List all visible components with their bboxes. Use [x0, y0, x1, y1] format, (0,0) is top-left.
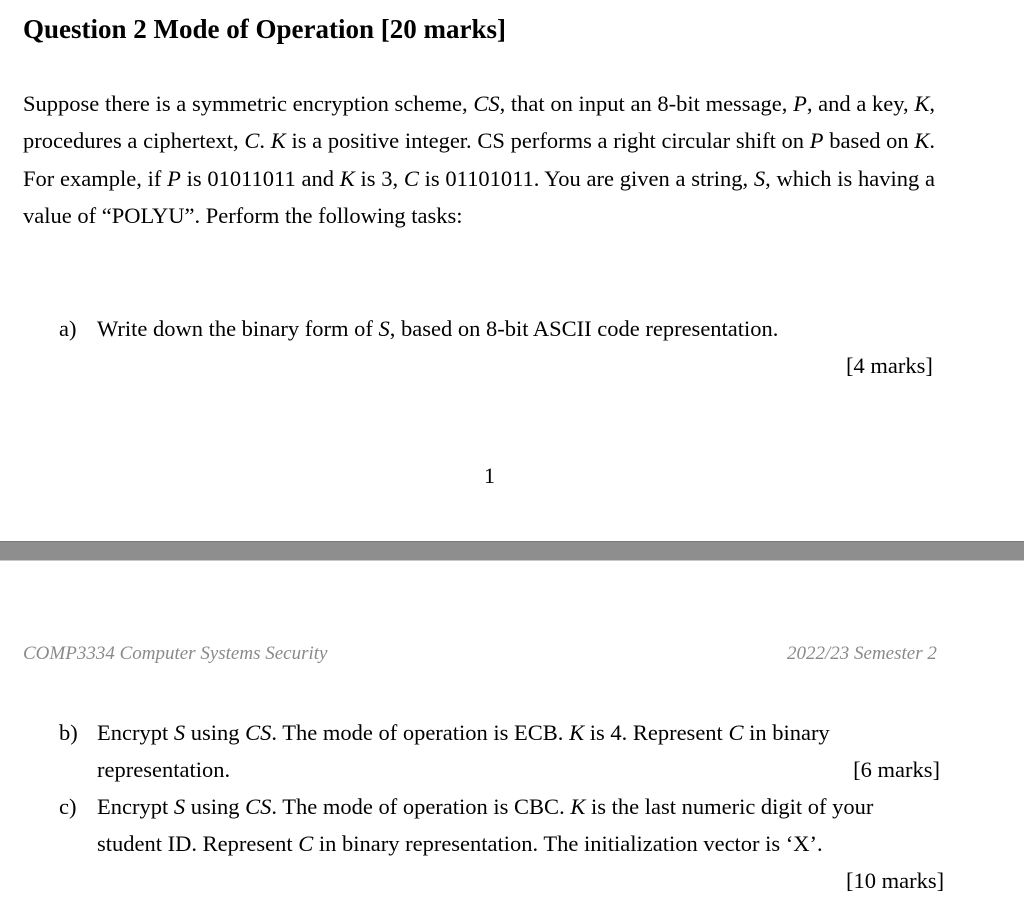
- task-c-line-2: [97, 825, 961, 862]
- task-b-text-part: . The mode of operation is ECB.: [271, 720, 570, 745]
- task-a-letter: a): [59, 316, 77, 341]
- task-b-text-part: Encrypt: [97, 720, 174, 745]
- intro-var-c: C: [244, 128, 260, 154]
- task-b-text-part: in binary: [743, 720, 830, 745]
- page-number: 1: [484, 463, 495, 488]
- intro-text: , and a key,: [806, 91, 915, 116]
- intro-text: , which is having a value of “POLYU”. Perform the following tasks:: [23, 165, 936, 228]
- intro-text: is 3,: [354, 165, 404, 191]
- task-b-marks: [6 marks]: [853, 757, 940, 783]
- intro-var-p: P: [809, 128, 824, 154]
- task-a-text-part: , based on 8-bit ASCII code representation.: [389, 316, 779, 341]
- intro-var-k: K: [270, 128, 286, 154]
- intro-var-p: P: [167, 165, 181, 191]
- intro-text: .: [259, 128, 271, 154]
- task-c-var-c: C: [298, 831, 314, 857]
- task-b-text: [97, 714, 961, 789]
- intro-var-s: S: [753, 165, 766, 191]
- task-c-marks: [10 marks]: [846, 868, 945, 893]
- intro-var-k: K: [914, 91, 930, 116]
- footer-semester: 2022/23 Semester 2: [787, 643, 937, 664]
- task-a-marks: [4 marks]: [846, 353, 933, 378]
- task-b: [59, 714, 964, 794]
- intro-text: is 01101011. You are given a string,: [418, 165, 754, 191]
- task-a-text-part: Write down the binary form of: [97, 316, 379, 341]
- intro-var-cs: CS: [473, 91, 500, 116]
- intro-var-p: P: [793, 91, 807, 116]
- task-c-text: [97, 788, 961, 863]
- task-c-var-s: S: [173, 794, 186, 819]
- task-c-text-part: is the last numeric digit of your: [585, 794, 874, 819]
- task-c: [59, 788, 964, 908]
- task-b-line-1: [97, 714, 961, 751]
- task-b-text-part: is 4. Represent: [584, 720, 729, 745]
- intro-text: based on: [823, 128, 915, 154]
- task-a-var-s: S: [378, 316, 390, 341]
- task-b-var-c: C: [728, 720, 744, 745]
- intro-text: . For example, if: [23, 128, 936, 191]
- task-c-text-part: in binary representation. The initialization vector is ‘X’.: [313, 831, 823, 857]
- question-title: Question 2 Mode of Operation [20 marks]: [23, 14, 506, 44]
- task-a: [59, 310, 959, 390]
- task-c-var-cs: CS: [245, 794, 272, 819]
- task-c-text-part: . The mode of operation is CBC.: [271, 794, 571, 819]
- intro-var-k: K: [914, 128, 930, 154]
- task-c-text-part: using: [185, 794, 246, 819]
- intro-paragraph: [23, 85, 935, 234]
- intro-text: , that on input an 8-bit message,: [499, 91, 794, 116]
- task-b-text-part: using: [185, 720, 246, 745]
- task-b-text-part: representation.: [97, 757, 231, 783]
- intro-text: is a positive integer. CS performs a right circular shift on: [285, 128, 810, 154]
- task-c-line-1: [97, 788, 961, 825]
- task-b-var-s: S: [173, 720, 186, 745]
- task-b-letter: b): [59, 720, 78, 745]
- task-c-letter: c): [59, 794, 77, 819]
- task-c-text-part: student ID. Represent: [97, 831, 299, 857]
- task-c-text-part: Encrypt: [97, 794, 174, 819]
- intro-var-c: C: [403, 165, 419, 191]
- page-break-divider: [0, 541, 1024, 561]
- task-b-var-k: K: [569, 720, 585, 745]
- task-b-var-cs: CS: [245, 720, 272, 745]
- intro-text: is 01011011 and: [180, 165, 340, 191]
- task-c-var-k: K: [570, 794, 586, 819]
- footer-course: COMP3334 Computer Systems Security: [23, 643, 328, 664]
- intro-text: Suppose there is a symmetric encryption scheme,: [23, 91, 474, 116]
- task-b-line-2: [97, 751, 961, 788]
- intro-var-k: K: [339, 165, 355, 191]
- intro-text: , procedures a ciphertext,: [23, 91, 935, 154]
- task-a-text: [97, 310, 778, 347]
